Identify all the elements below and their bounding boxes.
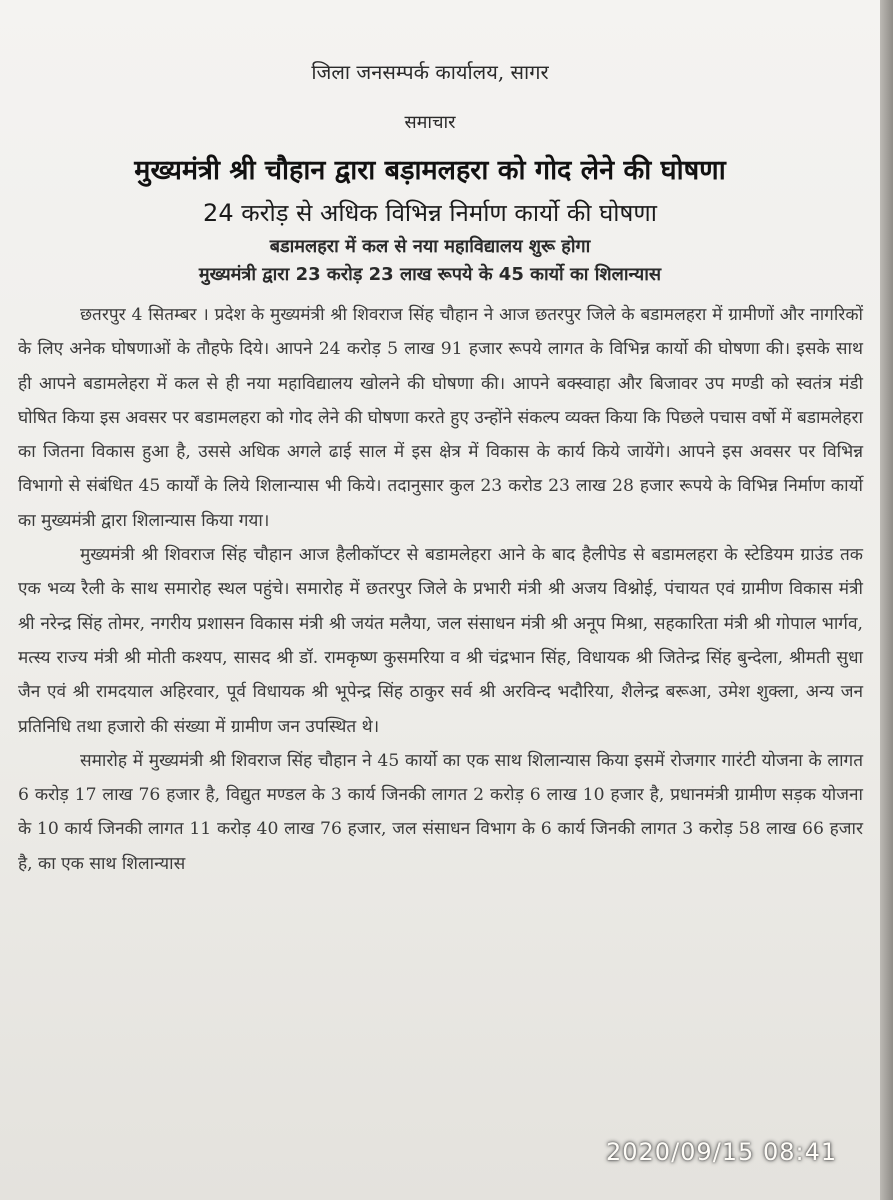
photo-timestamp: 2020/09/15 08:41 [606,1138,838,1166]
page-edge [880,0,893,1200]
paragraph-2: मुख्यमंत्री श्री शिवराज सिंह चौहान आज हैलीकॉप्टर से बडामलेहरा आने के बाद हैलीपेड से बडामलहरा के स्टेडियम ग्राउंड तक एक भव्य रैली के साथ समारोह स्थल पहुंचे। समारोह में छतरपुर जिले के प्रभारी मंत्री श्री अजय विश्नोई, पंचायत एवं ग्रामीण विकास मंत्री श्री नरेन्द्र सिंह तोमर, नगरीय प्रशासन विकास मंत्री श्री जयंत मलैया, जल संसाधन मंत्री श्री अनूप मिश्रा, सहकारिता मंत्री श्री गोपाल भार्गव, मत्स्य राज्य मंत्री श्री मोती कश्यप, सासद श्री डॉ. रामकृष्ण कुसमरिया व श्री चंद्रभान सिंह, विधायक श्री जितेन्द्र सिंह बुन्देला, श्रीमती सुधा जैन एवं श्री रामदयाल अहिरवार, पूर्व विधायक श्री भूपेन्द्र सिंह ठाकुर सर्व श्री अरविन्द भदौरिया, शैलेन्द्र बरूआ, उमेश शुक्ला, अन्य जन प्रतिनिधि तथा हजारो की संख्या में ग्रामीण जन उपस्थित थे। [18,545,863,737]
news-label: समाचार [404,112,456,133]
subheadline: 24 करोड़ से अधिक विभिन्न निर्माण कार्यो की घोषणा [203,199,657,227]
office-header: जिला जनसम्पर्क कार्यालय, सागर [311,60,549,84]
subline-college: बडामलहरा में कल से नया महाविद्यालय शुरू होगा [269,236,591,257]
paragraph-1: छतरपुर 4 सितम्बर । प्रदेश के मुख्यमंत्री श्री शिवराज सिंह चौहान ने आज छतरपुर जिले के बडामलहरा में ग्रामीणों और नागरिकों के लिए अनेक घोषणाओं के तौहफे दिये। आपने 24 करोड़ 5 लाख 91 हजार रूपये लागत के विभिन्न कार्यो की घोषणा की। इसके साथ ही आपने बडामलेहरा में कल से ही नया महाविद्यालय खोलने की घोषणा की। आपने बक्स्वाहा और बिजावर उप मण्डी को स्वतंत्र मंडी घोषित किया इस अवसर पर बडामलहरा को गोद लेने की घोषणा करते हुए उन्होंने संकल्प व्यक्त किया कि पिछले पचास वर्षो में बडामलेहरा का जितना विकास हुआ है, उससे अधिक अगले ढाई साल में इस क्षेत्र में विकास के कार्य किये जायेंगे। आपने इस अवसर पर विभिन्न विभागो से संबंधित 45 कार्यों के लिये शिलान्यास भी किये। तदानुसार कुल 23 करोड 23 लाख 28 हजार रूपये के विभिन्न निर्माण कार्यो का मुख्यमंत्री द्वारा शिलान्यास किया गया। [18,305,863,531]
article-body [18,298,863,881]
subline-foundation: मुख्यमंत्री द्वारा 23 करोड़ 23 लाख रूपये के 45 कार्यो का शिलान्यास [198,264,662,285]
paragraph-3: समारोह में मुख्यमंत्री श्री शिवराज सिंह चौहान ने 45 कार्यो का एक साथ शिलान्यास किया इसमें रोजगार गारंटी योजना के लागत 6 करोड़ 17 लाख 76 हजार है, विद्युत मण्डल के 3 कार्य जिनकी लागत 2 करोड़ 6 लाख 10 हजार है, प्रधानमंत्री ग्रामीण सड़क योजना के 10 कार्य जिनकी लागत 11 करोड़ 40 लाख 76 हजार, जल संसाधन विभाग के 6 कार्य जिनकी लागत 3 करोड़ 58 लाख 66 हजार है, का एक साथ शिलान्यास [18,750,863,874]
headline: मुख्यमंत्री श्री चौहान द्वारा बड़ामलहरा को गोद लेने की घोषणा [134,155,726,186]
